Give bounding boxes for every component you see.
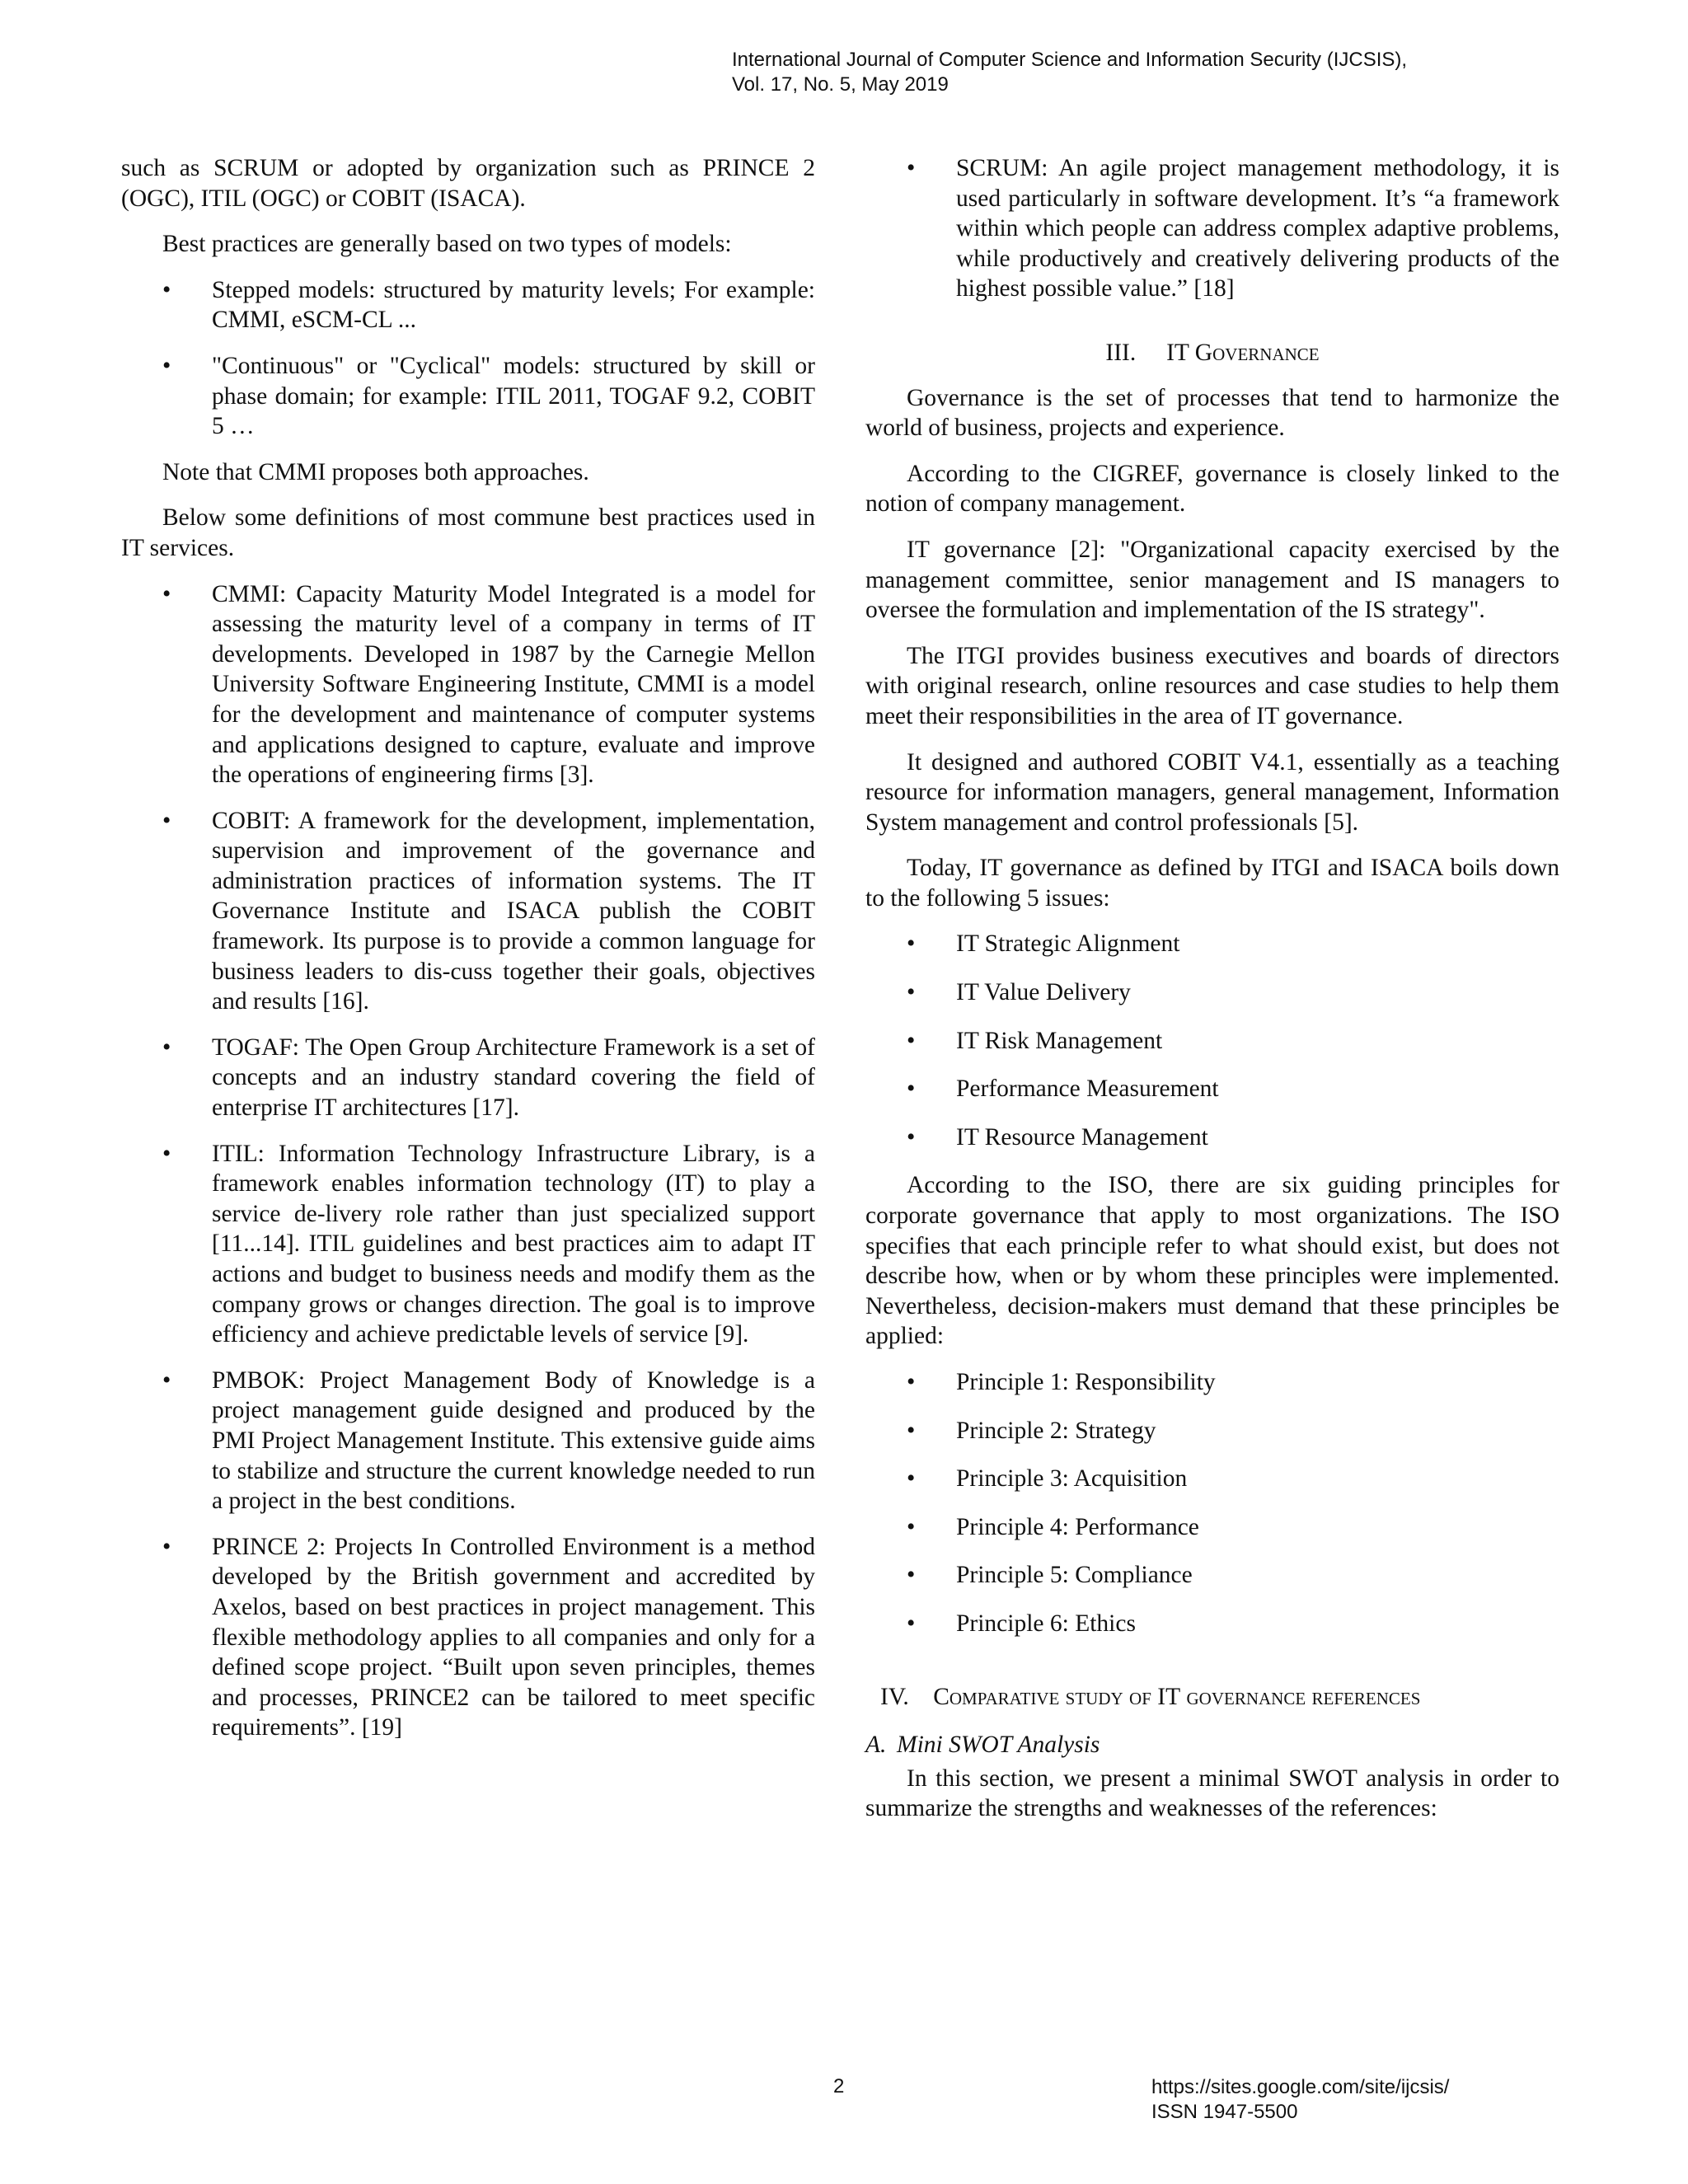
bullet-icon: • — [162, 580, 171, 607]
paragraph: IT governance [2]: "Organizational capacity exercised by the management committee, senior management and IS managers to oversee the formulation and implementation of the IS strategy". — [865, 536, 1559, 624]
journal-header-line1: International Journal of Computer Science and Information Security (IJCSIS), — [732, 49, 1408, 71]
section-title-part: IT — [1157, 1683, 1181, 1710]
bullet-icon: • — [162, 807, 171, 834]
list-item: • "Continuous" or "Cyclical" models: structured by skill or phase domain; for example: ITIL 2011, TOGAF 9.2, COBIT 5 … — [162, 352, 815, 440]
bullet-icon: • — [907, 1369, 916, 1395]
bullet-icon: • — [907, 1076, 916, 1103]
section-heading-comparative-study — [865, 1682, 1559, 1713]
right-column — [865, 153, 1559, 1840]
list-item: • COBIT: A framework for the development, implementation, supervision and improvement of the governance and administration practices of information systems. The IT Governance Institute and ISACA publish the COBIT framework. Its purpose is to provide a common language for business leaders to dis-cuss together their goals, objectives and results [16]. — [162, 807, 815, 1015]
paragraph: The ITGI provides business executives and boards of directors with original research, online resources and case studies to help them meet their responsibilities in the area of IT governance. — [865, 642, 1559, 729]
bullet-icon: • — [162, 352, 171, 379]
section-heading-it-governance — [865, 338, 1559, 368]
list-item: • Principle 2: Strategy — [865, 1416, 1559, 1446]
list-item: • IT Value Delivery — [865, 977, 1559, 1008]
bullet-icon: • — [907, 1417, 916, 1444]
journal-header — [732, 48, 1407, 97]
bullet-icon: • — [162, 1140, 171, 1167]
paragraph: Today, IT governance as defined by ITGI and ISACA boils down to the following 5 issues: — [865, 855, 1559, 912]
list-item: • TOGAF: The Open Group Architecture Framework is a set of concepts and an industry standard covering the field of enterprise IT architectures [17]. — [162, 1033, 815, 1122]
bullet-icon: • — [162, 1533, 171, 1560]
bullet-icon: • — [162, 1366, 171, 1394]
footer-url: https://sites.google.com/site/ijcsis/ — [1151, 2076, 1450, 2098]
section-title-first: IT G — [1166, 339, 1213, 366]
list-item: • ITIL: Information Technology Infrastructure Library, is a framework enables information technology (IT) to play a service de-livery role rather than just specialized support [11...14]. ITIL guidelines and best practices aim to adapt IT actions and budget to business needs and modify them as the company grows or changes direction. The goal is to improve efficiency and achieve predictable levels of service [9]. — [162, 1140, 815, 1348]
bullet-icon: • — [907, 1027, 916, 1054]
subsection-title: Mini SWOT Analysis — [897, 1732, 1100, 1759]
scrum-list — [865, 153, 1559, 304]
paragraph: According to the ISO, there are six guiding principles for corporate governance that apply to most organizations. The ISO specifies that each principle refer to what should exist, but does not describe how, when or by whom these principles were implemented. Nevertheless, decision-makers must demand that these principles be applied: — [865, 1172, 1559, 1350]
list-item: • Principle 4: Performance — [865, 1512, 1559, 1543]
list-item: • Principle 3: Acquisition — [865, 1464, 1559, 1494]
section-title-part: governance references — [1180, 1683, 1421, 1710]
list-item: • PRINCE 2: Projects In Controlled Environment is a method developed by the British government and accredited by Axelos, based on best practices in project management. This flexible methodology applies to all companies and only for a defined scope project. “Built upon seven principles, themes and processes, PRINCE2 can be tailored to meet specific requirements”. [19] — [162, 1533, 815, 1741]
bullet-icon: • — [907, 155, 916, 181]
section-title-part: omparative study of — [949, 1683, 1158, 1710]
list-item: • CMMI: Capacity Maturity Model Integrated is a model for assessing the maturity level of a company in terms of IT developments. Developed in 1987 by the Carnegie Mellon University Software Engineering Institute, CMMI is a model for the development and maintenance of computer systems and applications designed to capture, evaluate and improve the operations of engineering firms [3]. — [162, 580, 815, 789]
list-item: • IT Resource Management — [865, 1122, 1559, 1153]
list-item: • IT Strategic Alignment — [865, 929, 1559, 959]
bullet-icon: • — [907, 1513, 916, 1540]
footer-issn: ISSN 1947-5500 — [1151, 2101, 1298, 2123]
paragraph: In this section, we present a minimal SWOT analysis in order to summarize the strengths and weaknesses of the references: — [865, 1765, 1559, 1822]
footer-info — [1151, 2075, 1449, 2125]
section-number: IV. — [880, 1683, 909, 1710]
bullet-icon: • — [907, 979, 916, 1006]
iso-principles-list — [865, 1367, 1559, 1639]
bullet-icon: • — [907, 1610, 916, 1637]
section-number: III. — [1105, 339, 1137, 366]
page-number: 2 — [833, 2075, 845, 2097]
bullet-icon: • — [162, 276, 171, 303]
list-item: • Principle 1: Responsibility — [865, 1367, 1559, 1398]
paragraph: Note that CMMI proposes both approaches. — [162, 458, 589, 485]
journal-header-line2: Vol. 17, No. 5, May 2019 — [732, 73, 949, 96]
bullet-icon: • — [162, 1033, 171, 1061]
models-list — [121, 275, 815, 442]
paragraph: such as SCRUM or adopted by organization such as PRINCE 2 (OGC), ITIL (OGC) or COBIT (ISACA). — [121, 155, 815, 212]
section-title-part: C — [933, 1683, 950, 1710]
subsection-number: A. — [865, 1732, 887, 1759]
list-item: • Performance Measurement — [865, 1074, 1559, 1104]
paragraph: It designed and authored COBIT V4.1, essentially as a teaching resource for information managers, general management, Information System management and control professionals [5]. — [865, 748, 1559, 836]
left-column — [121, 153, 815, 1759]
best-practices-list — [121, 579, 815, 1743]
list-item: • SCRUM: An agile project management methodology, it is used particularly in software development. It’s “a framework within which people can address complex adaptive problems, while productively and creatively delivering products of the highest possible value.” [18] — [907, 155, 1559, 302]
bullet-icon: • — [907, 1123, 916, 1151]
list-item: • Principle 6: Ethics — [865, 1609, 1559, 1639]
subsection-heading-mini-swot — [865, 1730, 1559, 1760]
list-item: • PMBOK: Project Management Body of Knowledge is a project management guide designed and produced by the PMI Project Management Institute. This extensive guide aims to stabilize and structure the current knowledge needed to run a project in the best conditions. — [162, 1366, 815, 1515]
bullet-icon: • — [907, 930, 916, 958]
governance-issues-list — [865, 929, 1559, 1152]
paragraph: Best practices are generally based on two types of models: — [162, 231, 732, 258]
bullet-icon: • — [907, 1465, 916, 1493]
paragraph: According to the CIGREF, governance is closely linked to the notion of company management. — [865, 460, 1559, 518]
paragraph: Below some definitions of most commune best practices used in IT services. — [121, 504, 815, 561]
list-item: • IT Risk Management — [865, 1026, 1559, 1057]
list-item: • Stepped models: structured by maturity levels; For example: CMMI, eSCM-CL ... — [162, 276, 815, 334]
paragraph: Governance is the set of processes that tend to harmonize the world of business, projects and experience. — [865, 384, 1559, 442]
list-item: • Principle 5: Compliance — [865, 1560, 1559, 1591]
bullet-icon: • — [907, 1562, 916, 1589]
section-title-rest: overnance — [1212, 339, 1320, 366]
